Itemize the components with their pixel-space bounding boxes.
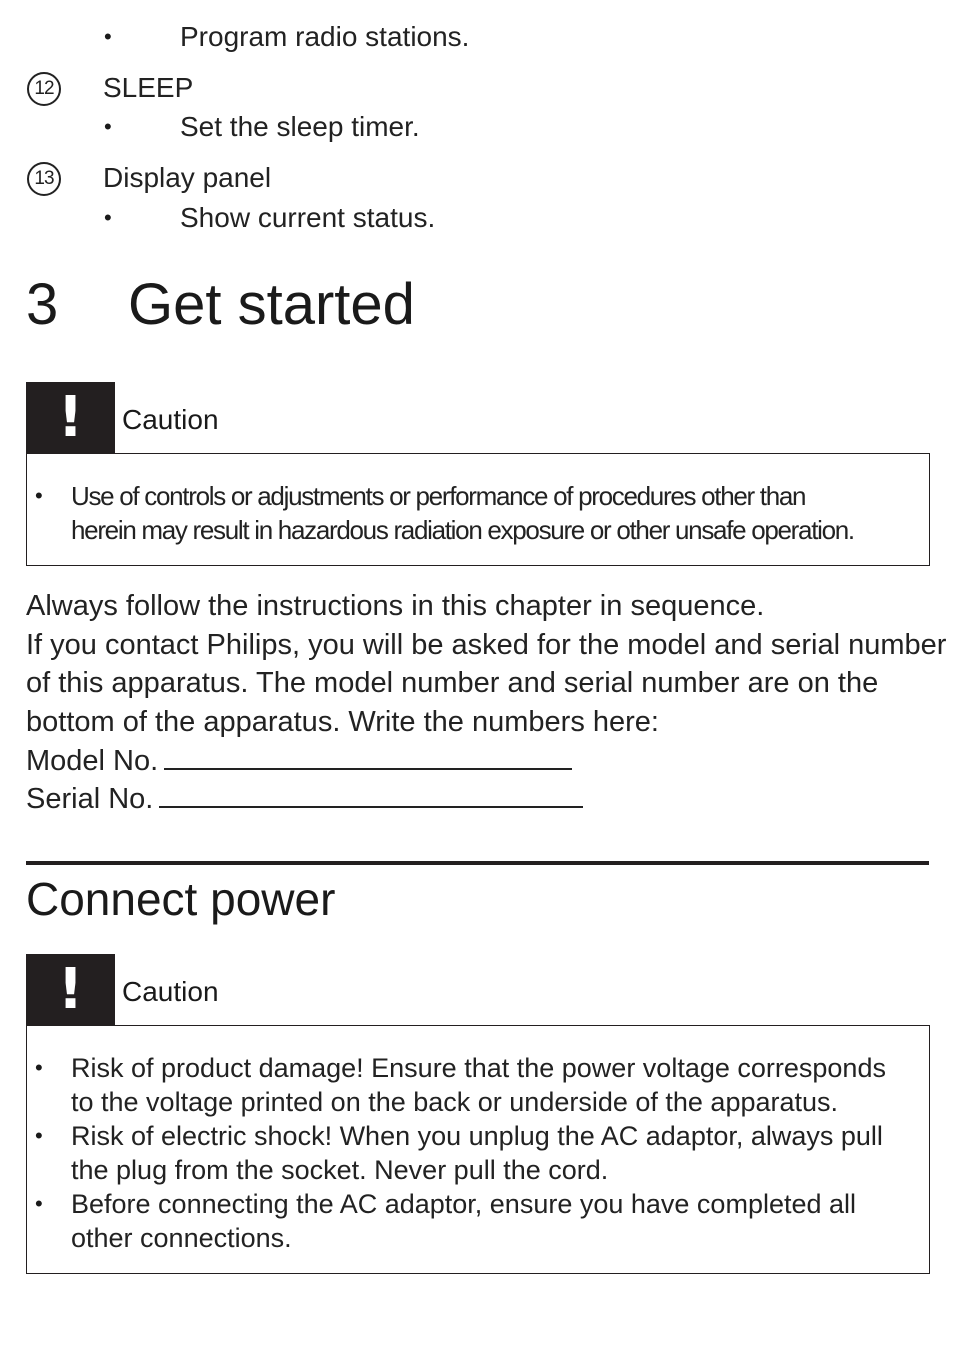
bullet-marker: • [35,1123,43,1148]
list-bullet-display: Show current status. [180,202,436,233]
bullet-marker: • [35,483,43,508]
chapter-title: Get started [128,272,415,337]
chapter-number: 3 [26,272,59,337]
caution-text-line: the plug from the socket. Never pull the cord. [71,1155,609,1185]
bullet-marker: • [35,1055,43,1080]
bullet-marker: • [35,1191,43,1216]
caution-box [26,453,930,566]
exclamation-icon: ! [57,385,84,450]
list-bullet-program: Program radio stations. [180,21,470,52]
body-line: Always follow the instructions in this chapter in sequence. [26,590,765,622]
bullet-marker: • [104,205,112,230]
caution-text-line: Risk of electric shock! When you unplug the AC adaptor, always pull [71,1121,883,1151]
bullet-marker: • [104,114,112,139]
exclamation-icon: ! [57,957,84,1022]
item-title-sleep: SLEEP [103,72,194,103]
serial-number-label: Serial No. [26,783,154,815]
caution-label: Caution [122,976,219,1007]
caution-text-line: Risk of product damage! Ensure that the power voltage corresponds [71,1053,886,1083]
model-number-label: Model No. [26,745,159,777]
list-bullet-sleep: Set the sleep timer. [180,111,420,142]
caution-box [26,1025,930,1274]
section-divider [26,861,929,865]
caution-tab [26,954,115,1026]
section-title: Connect power [26,873,336,925]
caution-text-line: herein may result in hazardous radiation exposure or other unsafe operation. [71,515,854,545]
bullet-marker: • [104,24,112,49]
caution-text-line: Use of controls or adjustments or performance of procedures other than [71,481,806,511]
body-line: If you contact Philips, you will be asked for the model and serial number [26,629,947,661]
model-number-row [26,742,572,781]
caution-text-line: to the voltage printed on the back or underside of the apparatus. [71,1087,839,1117]
item-number-12: 12 [27,72,61,106]
caution-text-line: other connections. [71,1223,292,1253]
model-number-blank [164,742,572,770]
serial-number-row [26,780,583,819]
body-line: bottom of the apparatus. Write the numbers here: [26,706,659,738]
body-line: of this apparatus. The model number and serial number are on the [26,667,879,699]
item-number-13: 13 [27,162,61,196]
caution-tab [26,382,115,454]
caution-text-line: Before connecting the AC adaptor, ensure you have completed all [71,1189,857,1219]
caution-label: Caution [122,404,219,435]
item-title-display-panel: Display panel [103,162,272,193]
serial-number-blank [159,780,583,808]
